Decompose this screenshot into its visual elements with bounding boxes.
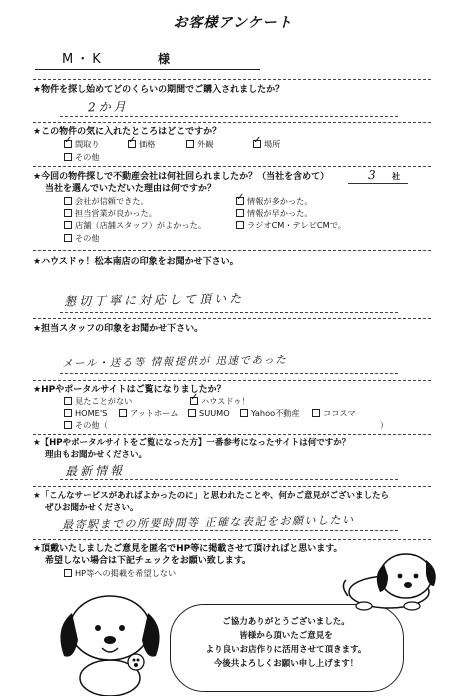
q9-question-2: 希望しない場合は下記チェックをお願い致します。 [45,556,252,566]
option-label: 場所 [264,139,281,149]
q4-answer: 懇切丁寧に対応して頂いた [63,291,245,309]
checkbox[interactable] [64,197,72,205]
q2-option-exterior[interactable] [186,139,213,150]
answer-line [60,373,398,374]
divider [33,166,431,167]
honorific: 様 [158,52,171,66]
q2-option-other[interactable] [64,152,100,163]
q1-answer: 2か月 [87,99,129,115]
q6-option-never[interactable] [64,396,132,407]
thanks-line-2: 皆様から頂いたご意見を [239,631,333,641]
checkbox[interactable] [64,221,72,229]
q6-option-suumo[interactable] [188,408,230,419]
q3-option-store[interactable] [64,220,206,231]
q6-option-housedo[interactable] [190,396,250,407]
q8-question-2: ぜひお聞かせください。 [45,503,139,513]
divider [33,380,431,381]
q3-option-much-info[interactable] [236,196,313,207]
q5-question: ★担当スタッフの印象をお聞かせ下さい。 [33,324,204,334]
q6-option-other[interactable] [64,420,108,431]
dog-mascot-left [52,578,170,696]
checkbox[interactable] [64,397,72,405]
q2-option-price[interactable] [128,139,155,150]
checkbox[interactable] [236,221,244,229]
q3-option-fast-info[interactable] [236,208,313,219]
q3-option-cm[interactable] [236,220,346,231]
checkbox[interactable] [64,209,72,217]
checkbox[interactable] [236,209,244,217]
divider [33,318,431,319]
q6-other-close: ） [380,420,389,430]
q3-question: ★今回の物件探しで不動産会社は何社回られましたか？（当社を含めて） [33,172,330,182]
q8-question: ★「こんなサービスがあればよかったのに」と思われたことや、何かご意見がございましたら [33,491,389,501]
option-label: その他（ [75,420,108,430]
checkbox[interactable] [119,409,127,417]
thanks-line-1: ご協力ありがとうございました。 [222,617,350,627]
checkbox[interactable] [236,197,244,205]
option-label: 情報が多かった。 [247,196,313,206]
checkbox[interactable] [64,234,72,242]
divider [33,122,431,123]
q6-option-yahoo[interactable] [240,408,300,419]
q6-question: ★HPやポータルサイトはご覧になりましたか？ [33,385,226,395]
option-label: ラジオCM・テレビCMで。 [247,220,346,230]
divider [33,486,431,487]
answer-line [60,479,398,480]
q9-question: ★頂戴いたしましたご意見を匿名でHP等に掲載させて頂ければと思います。 [33,544,343,554]
q8-answer: 最寄駅までの所要時間等 正確な表記をお願いしたい [61,513,355,532]
option-label: 外観 [197,139,214,149]
option-label: 情報が早かった。 [247,208,313,218]
name-underline [35,69,260,70]
checkbox[interactable] [253,140,261,148]
q7-answer: 最新情報 [64,463,126,479]
thanks-line-3: より良いお店作りに活用させて頂きます。 [205,645,367,655]
q3-option-trust[interactable] [64,196,149,207]
q7-question: ★【HPやポータルサイトをご覧になった方】一番参考になったサイトは何ですか？ [33,438,351,448]
option-label: その他 [75,152,100,162]
q7-question-2: 理由もお聞かせください。 [45,450,148,460]
checkbox[interactable] [64,140,72,148]
option-label: SUUMO [199,408,230,418]
option-label: その他 [75,233,100,243]
q3-option-sales-rep[interactable] [64,208,157,219]
q1-question: ★物件を探し始めてどのくらいの期間でご購入されましたか？ [33,85,285,95]
count-underline [348,183,408,184]
checkbox[interactable] [186,140,194,148]
answer-line [60,312,398,313]
option-label: 間取り [75,139,100,149]
q6-option-cocosuma[interactable] [312,408,356,419]
divider [33,434,431,435]
option-label: 見たことがない [75,396,133,406]
checkbox[interactable] [64,153,72,161]
option-label: 会社が信頼できた。 [75,196,149,206]
checkbox[interactable] [188,409,196,417]
checkbox[interactable] [128,140,136,148]
q3-option-other[interactable] [64,233,100,244]
q6-option-athome[interactable] [119,408,179,419]
q2-option-layout[interactable] [64,139,100,150]
option-label: Yahoo不動産 [251,408,300,418]
q5-answer: メール・送る等 情報提供が 迅速であった [61,354,288,370]
q4-question: ★ハウスドゥ！松本南店の印象をお聞かせ下さい。 [33,257,239,267]
checkbox[interactable] [190,397,198,405]
divider [33,539,431,540]
q3-company-count: 3 [367,167,379,183]
q2-option-location[interactable] [253,139,280,150]
option-label: HOME'S [75,408,108,418]
checkbox[interactable] [64,421,72,429]
survey-title: お客様アンケート [173,15,293,31]
q3-unit: 社 [392,171,401,181]
checkbox[interactable] [64,569,72,577]
option-label: 店舗（店舗スタッフ）がよかった。 [75,220,207,230]
divider [33,79,431,80]
divider [33,250,431,251]
option-label: ココスマ [323,408,356,418]
option-label: HP等への掲載を希望しない [75,568,177,578]
option-label: 価格 [139,139,156,149]
q6-option-homes[interactable] [64,408,107,419]
thanks-line-4: 今後共よろしくお願い申し上げます！ [213,659,359,669]
respondent-name: M・K [62,52,104,67]
q2-question: ★この物件の気に入れたところはどこですか？ [33,127,222,137]
q3-question-2: 当社を選んでいただいた理由は何ですか？ [45,184,217,194]
checkbox[interactable] [64,409,72,417]
option-label: アットホーム [130,408,179,418]
checkbox[interactable] [240,409,248,417]
dog-mascot-right [334,546,444,612]
answer-line [60,530,398,531]
option-label: 担当営業が良かった。 [75,208,157,218]
answer-line [60,116,398,117]
option-label: ハウスドゥ！ [201,396,250,406]
checkbox[interactable] [312,409,320,417]
